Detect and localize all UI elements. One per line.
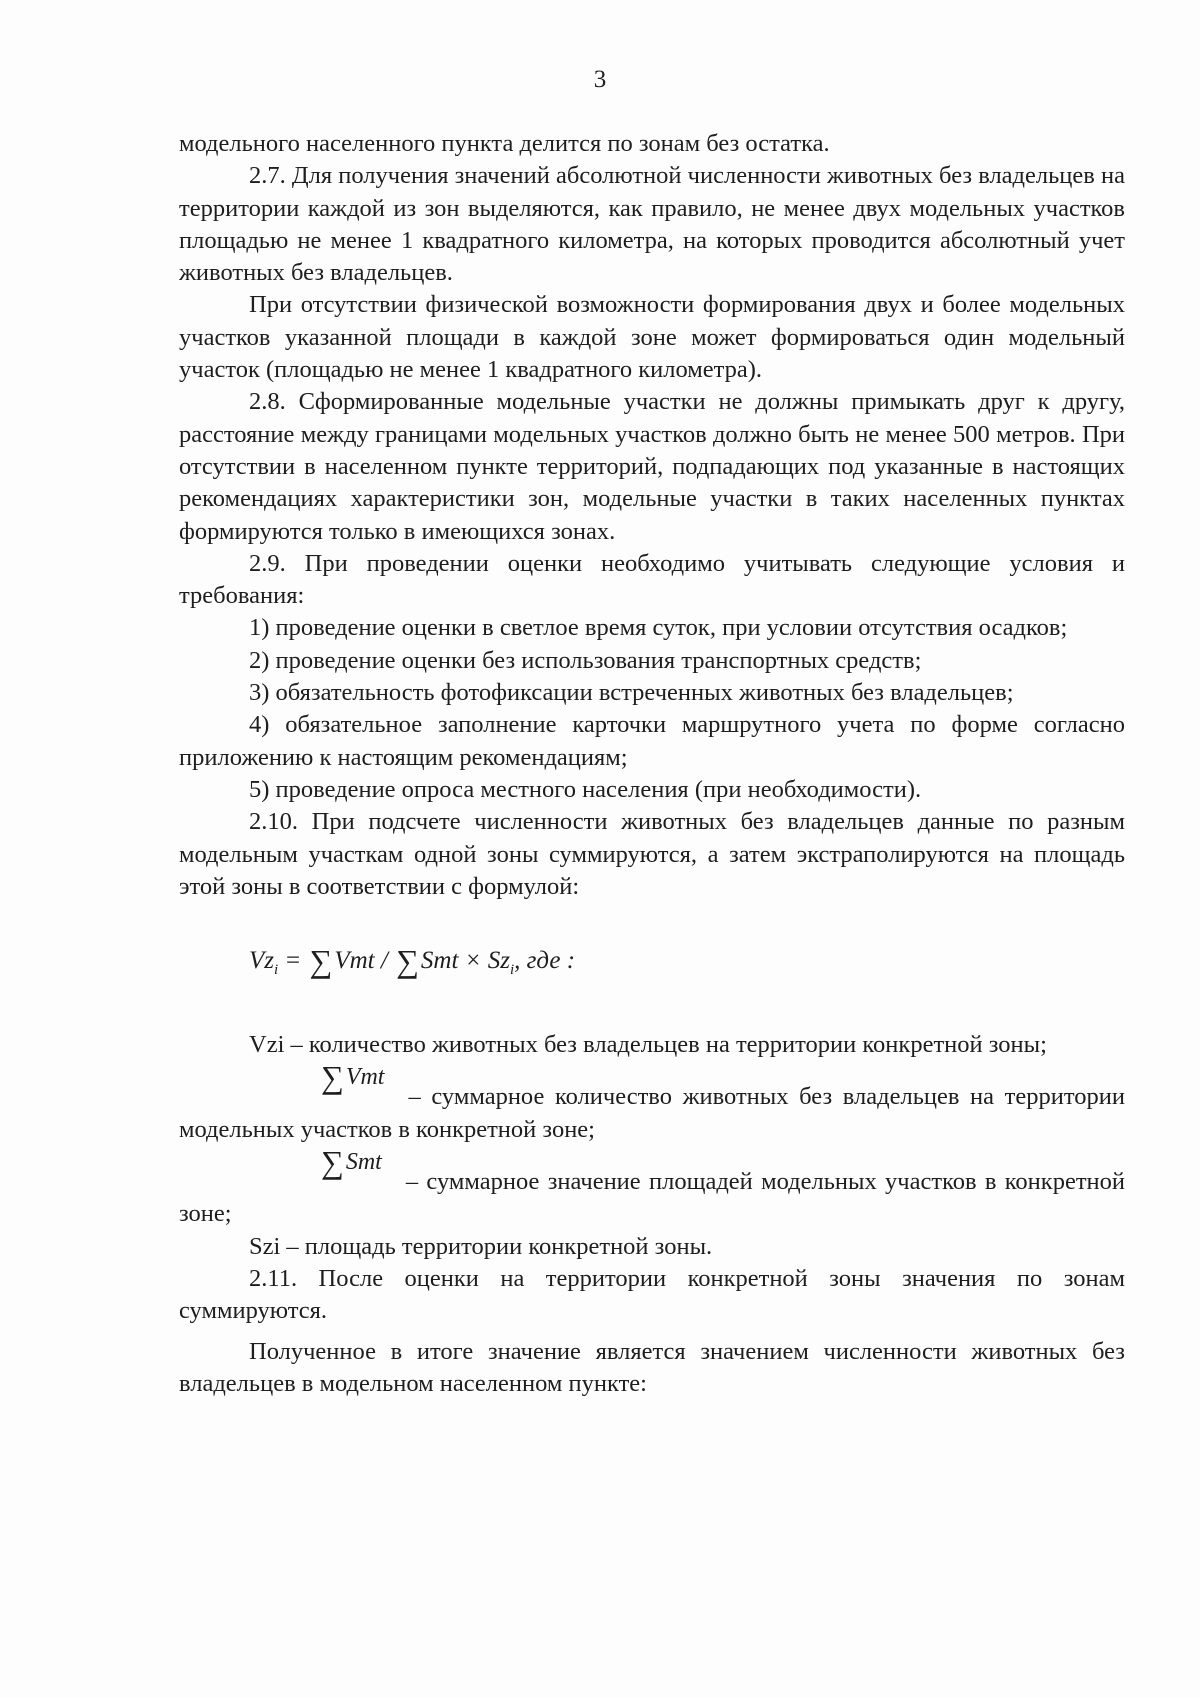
formula-smt: Smt × Sz (420, 947, 510, 975)
formula-lhs-subscript: i (274, 962, 279, 979)
document-body (179, 128, 1125, 1400)
formula-vmt: Vmt / (334, 947, 395, 975)
formula-lhs: Vz (249, 947, 274, 975)
sum-vmt-term (249, 1059, 385, 1096)
formula-tail: , где : (514, 947, 576, 975)
sum-symbol-icon: ∑ (321, 1144, 344, 1181)
list-item-4: 4) обязательное заполнение карточки маршрутного учета по форме согласно приложению к настоящим рекомендациям; (179, 711, 1125, 771)
sum-symbol-icon: ∑ (321, 1059, 344, 1096)
paragraph-2-8: 2.8. Сформированные модельные участки не должны примыкать друг к другу, расстояние между границами модельных участков должно быть не менее 500 метров. При отсутствии в населенном пункте территорий, подпадающих под указанные в настоящих рекомендациях характеристики зон, модельные участки в таких населенных пунктах формируются только в имеющихся зонах. (179, 388, 1125, 545)
paragraph-continuation: модельного населенного пункта делится по зонам без остатка. (179, 130, 830, 157)
page-number: 3 (593, 66, 607, 93)
formula-sz-subscript: i (510, 962, 515, 979)
list-item-3: 3) обязательность фотофиксации встреченных животных без владельцев; (249, 679, 1014, 707)
list-item-5: 5) проведение опроса местного населения (при необходимости). (249, 775, 922, 803)
sum-smt-symbol: Smt (345, 1149, 382, 1176)
formula-equals: = (278, 947, 308, 975)
definition-smt (179, 1144, 1125, 1231)
definition-vzi: Vzi – количество животных без владельцев на территории конкретной зоны; (249, 1031, 1047, 1059)
sum-vmt-symbol: Vmt (345, 1064, 385, 1091)
definition-vmt-text: – суммарное количество животных без владельцев на территории модельных участков в конкретной зоне; (179, 1083, 1125, 1143)
paragraph-2-9: 2.9. При проведении оценки необходимо учитывать следующие условия и требования: (179, 549, 1125, 610)
sum-symbol-icon: ∑ (396, 943, 419, 980)
sum-symbol-icon: ∑ (309, 943, 333, 980)
list-item-2: 2) проведение оценки без использования транспортных средств; (249, 646, 922, 674)
paragraph-2-7: 2.7. Для получения значений абсолютной численности животных без владельцев на территории каждой из зон выделяются, как правило, не менее двух модельных участков площадью не менее 1 квадратного километра, на которых проводится абсолютный учет животных без владельцев. (179, 162, 1125, 287)
paragraph-result: Полученное в итоге значение является значением численности животных без владельцев в модельном населенном пункте: (179, 1337, 1125, 1397)
definition-vmt (179, 1059, 1125, 1146)
definition-szi: Szi – площадь территории конкретной зоны. (249, 1232, 713, 1260)
sum-smt-term (249, 1144, 382, 1181)
definition-smt-text: – суммарное значение площадей модельных участков в конкретной зоне; (179, 1168, 1125, 1228)
paragraph-single-plot: При отсутствии физической возможности формирования двух и более модельных участков указанной площади в каждой зоне может формироваться один модельный участок (площадью не менее 1 квадратного километра). (179, 291, 1125, 384)
paragraph-2-10: 2.10. При подсчете численности животных без владельцев данные по разным модельным участкам одной зоны суммируются, а затем экстраполируются на площадь этой зоны в соответствии с формулой: (179, 808, 1125, 900)
paragraph-2-11: 2.11. После оценки на территории конкретной зоны значения по зонам суммируются. (179, 1264, 1125, 1325)
formula (249, 941, 1125, 981)
list-item-1: 1) проведение оценки в светлое время суток, при условии отсутствия осадков; (249, 614, 1068, 642)
